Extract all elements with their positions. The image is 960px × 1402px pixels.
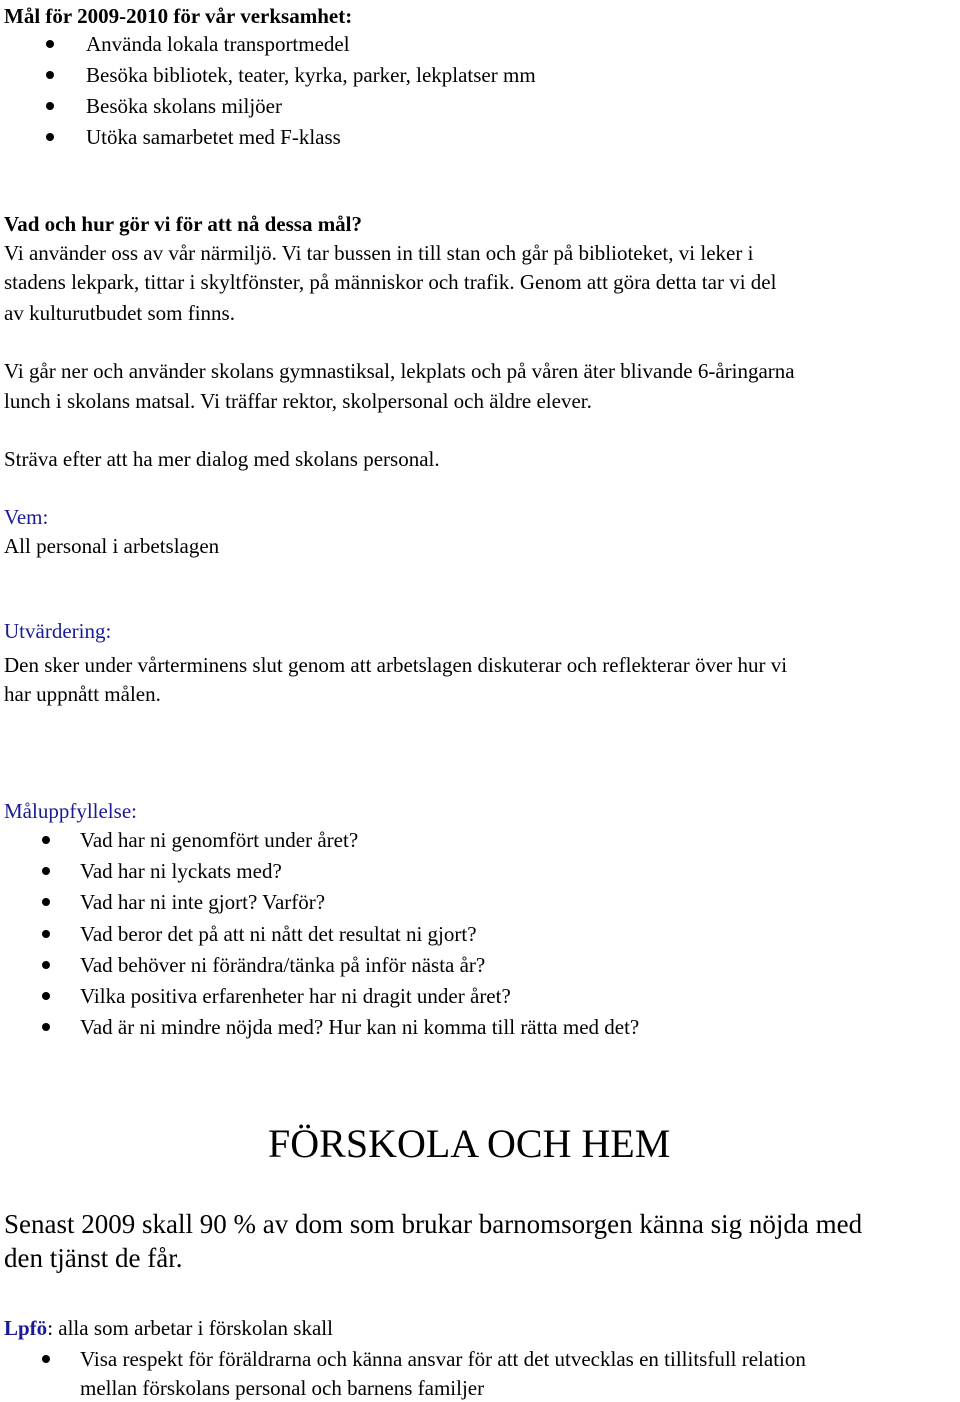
bullet-icon [42, 992, 50, 1000]
respect-item-line: mellan förskolans personal och barnens familjer [80, 1376, 485, 1400]
respect-item-line: Visa respekt för föräldrarna och känna ansvar för att det utvecklas en tillitsfull relation [80, 1347, 806, 1371]
goal-statement-line: Senast 2009 skall 90 % av dom som brukar barnomsorgen känna sig nöjda med [4, 1209, 863, 1239]
lpfo-line [4, 1316, 333, 1340]
paragraph-line: Sträva efter att ha mer dialog med skolans personal. [4, 447, 440, 471]
question-item: Vad har ni inte gjort? Varför? [80, 890, 326, 914]
lpfo-text: : alla som arbetar i förskolan skall [47, 1316, 333, 1340]
paragraph-line: Vi går ner och använder skolans gymnastiksal, lekplats och på våren äter blivande 6-åringarna [4, 359, 795, 383]
bullet-icon [42, 898, 50, 906]
bullet-icon [42, 961, 50, 969]
goal-item: Besöka skolans miljöer [86, 94, 282, 118]
bullet-icon [46, 102, 54, 110]
utvardering-heading: Utvärdering: [4, 619, 112, 643]
goal-statement-line: den tjänst de får. [4, 1243, 183, 1273]
bullet-icon [46, 71, 54, 79]
question-item: Vad har ni lyckats med? [80, 859, 282, 883]
question-item: Vad beror det på att ni nått det resultat ni gjort? [80, 922, 477, 946]
question-item: Vilka positiva erfarenheter har ni dragit under året? [80, 984, 511, 1008]
goals-heading: Mål för 2009-2010 för vår verksamhet: [4, 4, 353, 28]
paragraph-line: stadens lekpark, tittar i skyltfönster, på människor och trafik. Genom att göra detta tar vi del [4, 270, 777, 294]
bullet-icon [42, 867, 50, 875]
bullet-icon [42, 930, 50, 938]
vem-heading: Vem: [4, 505, 49, 529]
paragraph-line: Den sker under vårterminens slut genom att arbetslagen diskuterar och reflekterar över hur vi [4, 653, 788, 677]
maluppfyllelse-heading: Måluppfyllelse: [4, 799, 137, 823]
paragraph-line: lunch i skolans matsal. Vi träffar rektor, skolpersonal och äldre elever. [4, 389, 592, 413]
goal-item: Besöka bibliotek, teater, kyrka, parker, lekplatser mm [86, 63, 536, 87]
bullet-icon [42, 836, 50, 844]
forskola-title: FÖRSKOLA OCH HEM [268, 1121, 671, 1166]
how-heading: Vad och hur gör vi för att nå dessa mål? [4, 212, 363, 236]
question-item: Vad har ni genomfört under året? [80, 828, 359, 852]
paragraph-line: av kulturutbudet som finns. [4, 301, 235, 325]
goal-item: Utöka samarbetet med F-klass [86, 125, 341, 149]
goal-item: Använda lokala transportmedel [86, 32, 350, 56]
bullet-icon [46, 40, 54, 48]
question-item: Vad behöver ni förändra/tänka på inför nästa år? [80, 953, 486, 977]
lpfo-label: Lpfö [4, 1316, 48, 1340]
bullet-icon [42, 1355, 50, 1363]
bullet-icon [46, 133, 54, 141]
vem-text: All personal i arbetslagen [4, 534, 220, 558]
paragraph-line: har uppnått målen. [4, 682, 161, 706]
bullet-icon [42, 1023, 50, 1031]
question-item: Vad är ni mindre nöjda med? Hur kan ni komma till rätta med det? [80, 1015, 640, 1039]
paragraph-line: Vi använder oss av vår närmiljö. Vi tar bussen in till stan och går på biblioteket, vi leker i [4, 241, 754, 265]
